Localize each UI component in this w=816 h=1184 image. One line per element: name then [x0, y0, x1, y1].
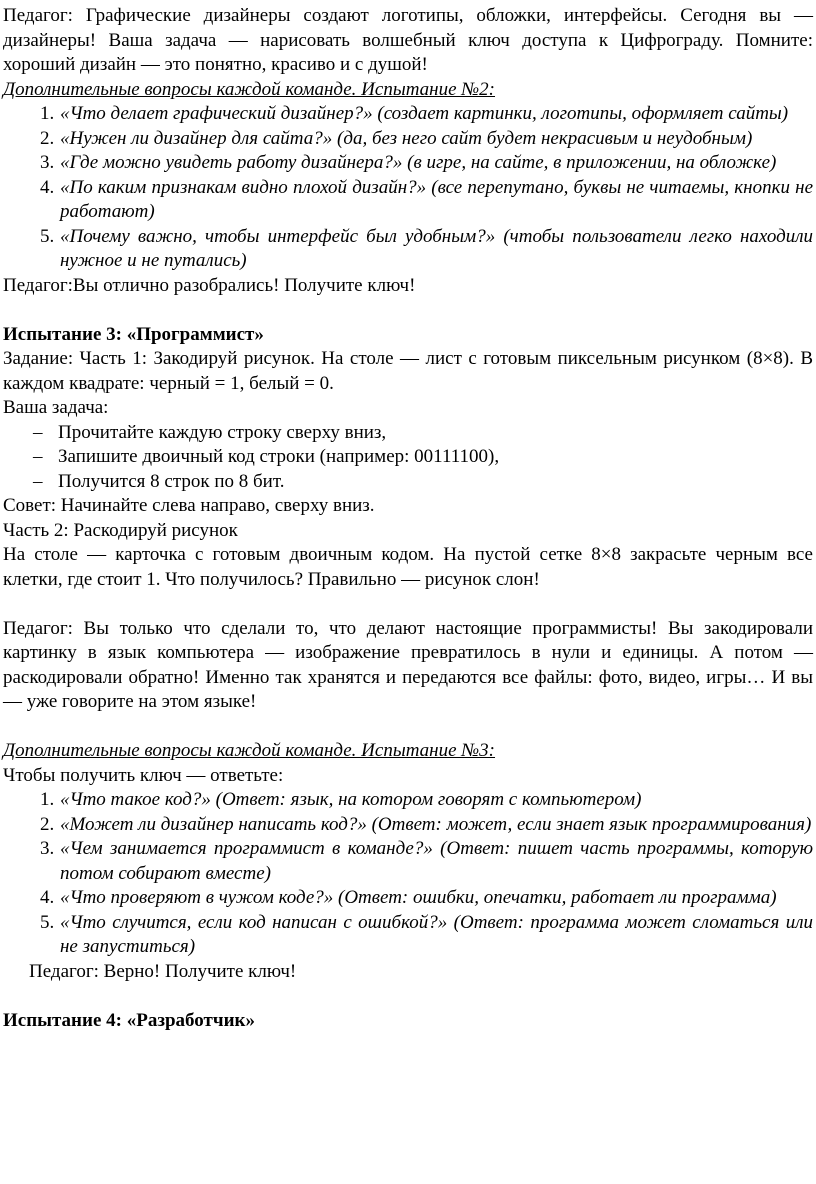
list-item: 2. «Может ли дизайнер написать код?» (Ответ: может, если знает язык программирования) — [59, 813, 813, 838]
questions-heading-3: Дополнительные вопросы каждой команде. Испытание №3: — [3, 740, 496, 761]
questions-list-2 — [3, 102, 813, 274]
list-item: – Получится 8 строк по 8 бит. — [33, 470, 813, 495]
steps-list — [3, 421, 813, 495]
task-text: Задание: Часть 1: Закодируй рисунок. На столе — лист с готовым пиксельным рисунком (8×8). В каждом квадрате: черный = 1, белый = 0. — [3, 348, 813, 394]
task-label: Ваша задача: — [3, 397, 109, 418]
programmer-closing: Педагог: Верно! Получите ключ! — [29, 960, 297, 982]
questions-heading-2: Дополнительные вопросы каждой команде. Испытание №2: — [3, 78, 496, 100]
list-item: 1. «Что делает графический дизайнер?» (создает картинки, логотипы, оформляет сайты) — [59, 102, 813, 127]
list-item: 5. «Почему важно, чтобы интерфейс был удобным?» (чтобы пользователи легко находили нужное и не путались) — [59, 225, 813, 274]
spacer — [3, 715, 813, 740]
part2-title: Часть 2: Раскодируй рисунок — [3, 519, 238, 541]
list-item: 5. «Что случится, если код написан с ошибкой?» (Ответ: программа может сломаться или не запуститься) — [59, 911, 813, 960]
designer-intro: Педагог: Графические дизайнеры создают логотипы, обложки, интерфейсы. Сегодня вы — дизайнеры! Ваша задача — нарисовать волшебный ключ доступа к Цифрограду. Помните: хороший дизайн — это понятно, красиво и с душой! — [3, 5, 813, 75]
list-item: 3. «Чем занимается программист в команде?» (Ответ: пишет часть программы, которую потом собирают вместе) — [59, 837, 813, 886]
questions-prompt: Чтобы получить ключ — ответьте: — [3, 764, 284, 786]
list-item: 1. «Что такое код?» (Ответ: язык, на котором говорят с компьютером) — [59, 788, 813, 813]
list-item: – Прочитайте каждую строку сверху вниз, — [33, 421, 813, 446]
list-item: – Запишите двоичный код строки (например: 00111100), — [33, 445, 813, 470]
spacer — [3, 298, 813, 323]
spacer — [3, 984, 813, 1009]
programmer-teacher-text: Педагог: Вы только что сделали то, что делают настоящие программисты! Вы закодировали картинку в язык компьютера — изображение превратилось в нули и единицы. А потом — раскодировали обратно! Именно так хранятся и передаются все файлы: фото, видео, игры… И вы — уже говорите на этом языке! — [3, 617, 813, 712]
designer-closing: Педагог:Вы отлично разобрались! Получите ключ! — [3, 274, 416, 296]
list-item: 3. «Где можно увидеть работу дизайнера?» (в игре, на сайте, в приложении, на обложке) — [59, 151, 813, 176]
tip-text: Совет: Начинайте слева направо, сверху вниз. — [3, 495, 375, 516]
part2-text: На столе — карточка с готовым двоичным кодом. На пустой сетке 8×8 закрасьте черным все клетки, где стоит 1. Что получилось? Правильно — рисунок слон! — [3, 544, 813, 590]
spacer — [3, 592, 813, 617]
list-item: 2. «Нужен ли дизайнер для сайта?» (да, без него сайт будет некрасивым и неудобным) — [59, 127, 813, 152]
questions-list-3 — [3, 788, 813, 960]
list-item: 4. «По каким признакам видно плохой дизайн?» (все перепутано, буквы не читаемы, кнопки не работают) — [59, 176, 813, 225]
section-heading-3: Испытание 3: «Программист» — [3, 323, 264, 345]
section-heading-4: Испытание 4: «Разработчик» — [3, 1009, 255, 1031]
list-item: 4. «Что проверяют в чужом коде?» (Ответ: ошибки, опечатки, работает ли программа) — [59, 886, 813, 911]
